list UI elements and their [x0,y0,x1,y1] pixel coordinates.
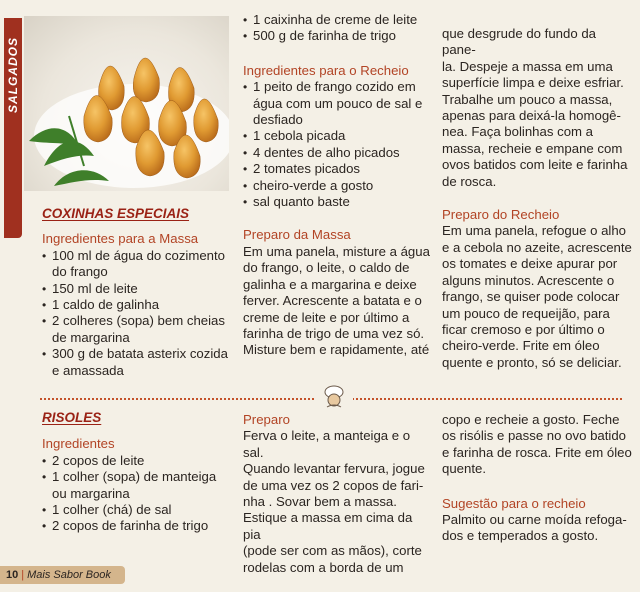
sugestao-heading: Sugestão para o recheio [442,495,586,511]
footer-separator: | [21,569,25,581]
risoles-preparo-text-continued: copo e recheie a gosto. Feche os risólis e passe no ovo batido e farinha de rosca. Frite em óleo quente. [442,412,632,477]
sugestao-text: Palmito ou carne moída refoga- dos e temperados a gosto. [442,512,627,544]
risoles-column-3 [442,412,632,545]
massa-ingredients-list [42,248,232,379]
list-item: • 1 colher (sopa) de manteiga ou margarina [42,469,232,502]
page-footer [0,566,125,584]
category-tab [4,18,22,238]
coxinhas-illustration [24,16,229,191]
list-item: • 4 dentes de alho picados [243,145,433,161]
list-item: • 1 cebola picada [243,128,433,144]
massa-ingredients-continued [243,12,433,45]
risoles-column-1 [42,410,232,535]
list-item: • 1 peito de frango cozido em água com um pouco de sal e desfiado [243,79,433,128]
list-item: • 100 ml de água do cozimento do frango [42,248,232,281]
preparo-recheio-text: Em uma panela, refogue o alho e a cebola no azeite, acrescente os tomates e deixe apurar por alguns minutos. Acrescente o frango, se quiser pode colocar um pouco de requeijão, para ficar cremoso e por último o cheiro-verde. Frite em óleo quente e pronto, só se deliciar. [442,223,632,370]
list-item: • 300 g de batata asterix cozida e amassada [42,346,232,379]
risoles-preparo-text: Ferva o leite, a manteiga e o sal. Quando levantar fervura, jogue de uma vez os 2 copos de fari- nha . Sovar bem a massa. Estique a massa em cima da pia (pode ser com as mãos), corte rodelas com a borda de um [243,428,425,575]
recheio-ingredients-heading: Ingredientes para o Recheio [243,62,409,78]
book-title: Mais Sabor Book [27,569,111,581]
risoles-preparo-heading: Preparo [243,412,290,427]
page-number: 10 [6,569,19,581]
recipe-title-coxinhas: COXINHAS ESPECIAIS [42,206,190,221]
coxinhas-column-1 [42,206,232,379]
risoles-ingredients-list [42,453,232,535]
preparo-massa-heading: Preparo da Massa [243,227,351,243]
list-item: • 2 colheres (sopa) bem cheias de margarina [42,313,232,346]
coxinhas-column-2 [243,12,433,359]
list-item: • sal quanto baste [243,194,433,210]
coxinhas-column-3 [442,26,632,371]
preparo-massa-text-continued: que desgrude do fundo da pane- la. Despeje a massa em uma superfície limpa e deixe esfriar. Trabalhe um pouco a massa, apenas para deixá-la homogê- nea. Faça bolinhas com a massa, recheie e empane com ovos batidos com leite e farinha de rosca. [442,26,628,189]
recipe-title-risoles: RISOLES [42,410,102,425]
list-item: • 2 copos de leite [42,453,232,469]
category-label: SALGADOS [6,36,20,114]
recheio-ingredients-list [243,79,433,210]
list-item: • 1 caldo de galinha [42,297,232,313]
list-item: • 1 caixinha de creme de leite [243,12,433,28]
preparo-recheio-heading: Preparo do Recheio [442,207,560,223]
preparo-massa-text: Em uma panela, misture a água do frango, o leite, o caldo de galinha e a margarina e deixe ferver. Acrescente a batata e o creme de leite e por último a farinha de trigo de uma vez só. Misture bem e rapidamente, até [243,243,430,358]
list-item: • cheiro-verde a gosto [243,178,433,194]
coxinhas-photo [24,16,229,191]
risoles-column-2 [243,412,433,576]
risoles-ingredients-heading: Ingredientes [42,436,115,452]
list-item: • 1 colher (chá) de sal [42,502,232,518]
list-item: • 500 g de farinha de trigo [243,28,433,44]
list-item: • 150 ml de leite [42,281,232,297]
list-item: • 2 tomates picados [243,161,433,177]
chef-mascot-icon [315,383,353,411]
list-item: • 2 copos de farinha de trigo [42,518,232,534]
massa-ingredients-heading: Ingredientes para a Massa [42,231,199,247]
